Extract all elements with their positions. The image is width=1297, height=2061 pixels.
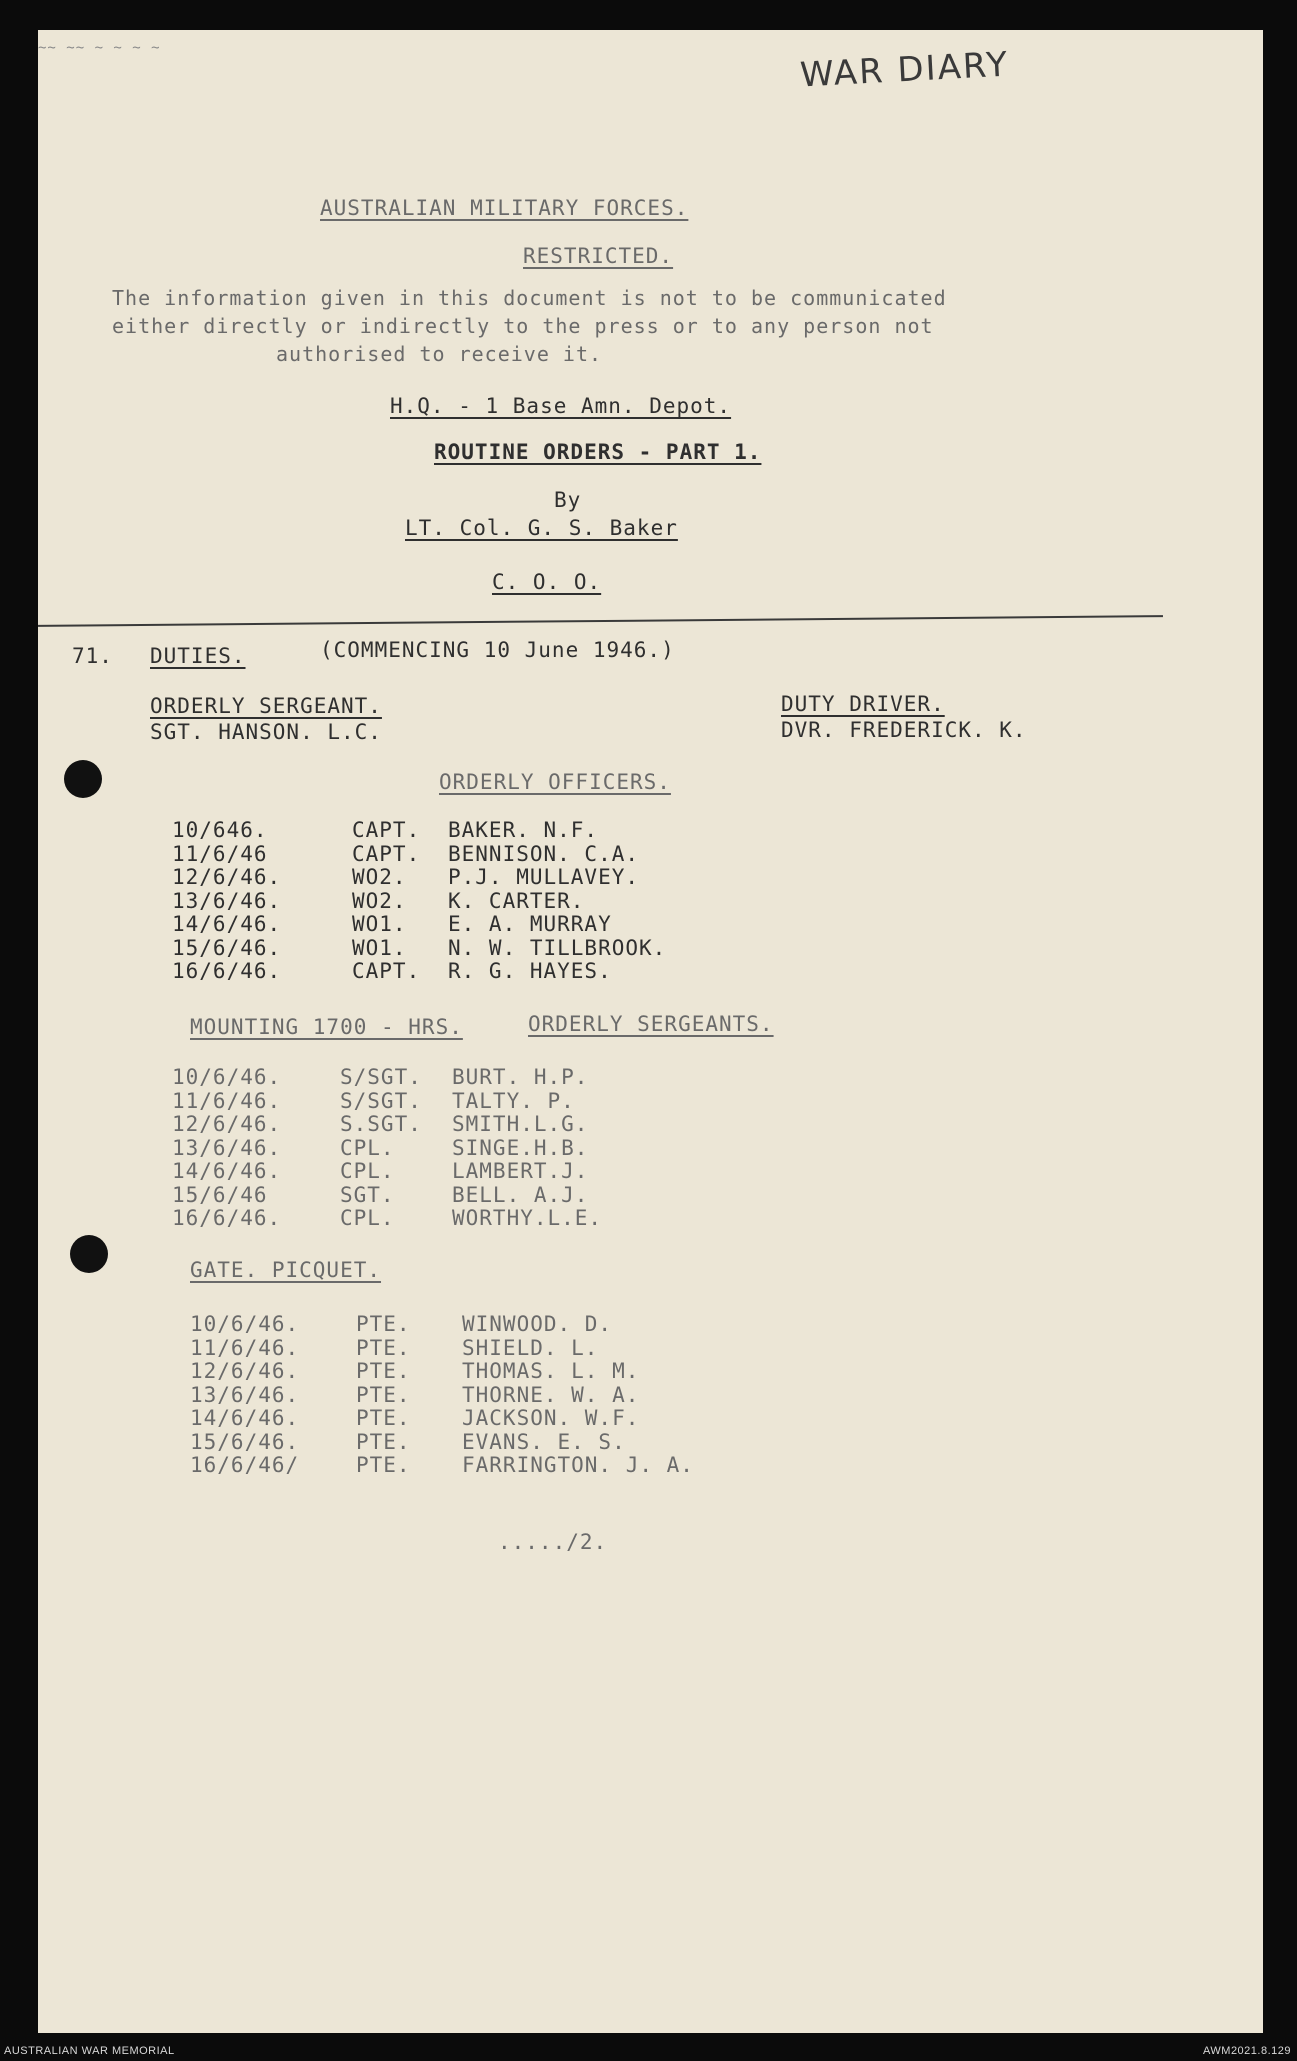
roster-rank: S/SGT. — [340, 1065, 422, 1089]
faded-stamp-text: ~~ ~~ ~ ~ ~ ~ — [38, 40, 161, 56]
roster-name: SINGE.H.B. — [452, 1135, 589, 1160]
roster-rank: CPL. — [340, 1135, 395, 1160]
roster-row — [38, 865, 938, 891]
roster-rank: S.SGT. — [340, 1112, 422, 1136]
roster-name: LAMBERT.J. — [452, 1159, 589, 1183]
appointment: C. O. O. — [492, 570, 602, 594]
roster-rank: WO2. — [352, 888, 407, 913]
orderly-sergeants-heading: ORDERLY SERGEANTS. — [528, 1012, 774, 1036]
punch-hole-bottom — [70, 1235, 108, 1273]
roster-row — [38, 1312, 938, 1338]
document-page — [38, 30, 1263, 2033]
punch-hole-top — [64, 760, 102, 798]
roster-date: 10/6/46. — [172, 1065, 282, 1089]
roster-date: 16/6/46. — [172, 959, 282, 983]
restriction-line-1: The information given in this document is not to be communicated — [112, 286, 947, 310]
roster-rank: CPL. — [340, 1159, 395, 1183]
roster-date: 11/6/46. — [172, 1088, 282, 1113]
roster-name: SMITH.L.G. — [452, 1112, 589, 1136]
roster-row — [38, 1183, 938, 1209]
roster-name: JACKSON. W.F. — [462, 1406, 640, 1430]
order-number: 71. — [72, 644, 113, 668]
roster-date: 15/6/46 — [172, 1182, 268, 1207]
roster-rank: PTE. — [356, 1429, 411, 1454]
roster-row — [38, 1336, 938, 1362]
by-label: By — [554, 488, 582, 512]
roster-rank: WO1. — [352, 935, 407, 960]
roster-name: THORNE. W. A. — [462, 1382, 640, 1407]
roster-date: 11/6/46. — [190, 1335, 300, 1360]
separator-line — [38, 615, 1163, 627]
roster-name: N. W. TILLBROOK. — [448, 935, 667, 960]
roster-name: BURT. H.P. — [452, 1065, 589, 1089]
roster-rank: PTE. — [356, 1382, 411, 1407]
roster-rank: PTE. — [356, 1312, 411, 1336]
roster-name: FARRINGTON. J. A. — [462, 1453, 694, 1477]
roster-row — [38, 1430, 938, 1456]
roster-date: 12/6/46. — [190, 1359, 300, 1383]
roster-name: SHIELD. L. — [462, 1335, 599, 1360]
roster-date: 16/6/46. — [172, 1206, 282, 1230]
roster-rank: PTE. — [356, 1406, 411, 1430]
roster-date: 14/6/46. — [172, 912, 282, 936]
roster-rank: CAPT. — [352, 959, 421, 983]
roster-name: EVANS. E. S. — [462, 1429, 626, 1454]
roster-rank: CPL. — [340, 1206, 395, 1230]
roster-date: 14/6/46. — [190, 1406, 300, 1430]
roster-row — [38, 1136, 938, 1162]
orderly-officers-heading: ORDERLY OFFICERS. — [439, 770, 671, 794]
orderly-sergeant-name: SGT. HANSON. L.C. — [150, 720, 382, 744]
roster-rank: PTE. — [356, 1453, 411, 1477]
roster-date: 15/6/46. — [172, 935, 282, 960]
orderly-sergeant-label: ORDERLY SERGEANT. — [150, 694, 382, 718]
roster-row — [38, 1159, 938, 1185]
roster-name: E. A. MURRAY — [448, 912, 612, 936]
roster-row — [38, 889, 938, 915]
roster-row — [38, 936, 938, 962]
roster-name: BENNISON. C.A. — [448, 841, 640, 866]
roster-name: R. G. HAYES. — [448, 959, 612, 983]
roster-row — [38, 1383, 938, 1409]
roster-date: 16/6/46/ — [190, 1453, 300, 1477]
forces-heading: AUSTRALIAN MILITARY FORCES. — [320, 196, 689, 220]
roster-row — [38, 842, 938, 868]
roster-date: 15/6/46. — [190, 1429, 300, 1454]
archive-reference: AWM2021.8.129 — [1202, 2045, 1291, 2057]
duty-driver-label: DUTY DRIVER. — [781, 692, 945, 716]
roster-date: 13/6/46. — [190, 1382, 300, 1407]
roster-rank: PTE. — [356, 1335, 411, 1360]
roster-rank: CAPT. — [352, 818, 421, 842]
roster-name: P.J. MULLAVEY. — [448, 865, 640, 889]
roster-rank: S/SGT. — [340, 1088, 422, 1113]
order-commencing: (COMMENCING 10 June 1946.) — [320, 638, 675, 662]
roster-name: BAKER. N.F. — [448, 818, 599, 842]
restriction-line-2: either directly or indirectly to the press or to any person not — [112, 314, 934, 338]
roster-rank: WO1. — [352, 912, 407, 936]
roster-row — [38, 1089, 938, 1115]
roster-date: 10/646. — [172, 818, 268, 842]
roster-date: 13/6/46. — [172, 1135, 282, 1160]
roster-row — [38, 1206, 938, 1232]
restriction-line-3: authorised to receive it. — [276, 342, 603, 366]
roster-row — [38, 1453, 938, 1479]
roster-date: 12/6/46. — [172, 1112, 282, 1136]
order-heading: DUTIES. — [150, 644, 246, 668]
roster-row — [38, 1406, 938, 1432]
gate-picquet-heading: GATE. PICQUET. — [190, 1258, 382, 1282]
roster-name: WORTHY.L.E. — [452, 1206, 603, 1230]
roster-rank: WO2. — [352, 865, 407, 889]
archive-credit: AUSTRALIAN WAR MEMORIAL — [4, 2045, 175, 2057]
classification-heading: RESTRICTED. — [523, 244, 674, 268]
handwritten-annotation: WAR DIARY — [799, 44, 1011, 96]
roster-date: 13/6/46. — [172, 888, 282, 913]
roster-date: 12/6/46. — [172, 865, 282, 889]
roster-rank: PTE. — [356, 1359, 411, 1383]
roster-row — [38, 959, 938, 985]
roster-name: TALTY. P. — [452, 1088, 575, 1113]
commanding-officer: LT. Col. G. S. Baker — [405, 516, 678, 540]
document-title: ROUTINE ORDERS - PART 1. — [434, 440, 762, 464]
roster-row — [38, 818, 938, 844]
roster-name: K. CARTER. — [448, 888, 585, 913]
mounting-heading: MOUNTING 1700 - HRS. — [190, 1015, 463, 1039]
roster-rank: CAPT. — [352, 841, 421, 866]
page-continuation: ...../2. — [498, 1530, 608, 1554]
duty-driver-name: DVR. FREDERICK. K. — [781, 718, 1027, 742]
roster-row — [38, 1065, 938, 1091]
roster-date: 11/6/46 — [172, 841, 268, 866]
roster-name: THOMAS. L. M. — [462, 1359, 640, 1383]
roster-name: BELL. A.J. — [452, 1182, 589, 1207]
roster-row — [38, 1112, 938, 1138]
roster-date: 14/6/46. — [172, 1159, 282, 1183]
unit-heading: H.Q. - 1 Base Amn. Depot. — [390, 394, 732, 418]
roster-row — [38, 1359, 938, 1385]
roster-date: 10/6/46. — [190, 1312, 300, 1336]
roster-row — [38, 912, 938, 938]
roster-rank: SGT. — [340, 1182, 395, 1207]
roster-name: WINWOOD. D. — [462, 1312, 613, 1336]
